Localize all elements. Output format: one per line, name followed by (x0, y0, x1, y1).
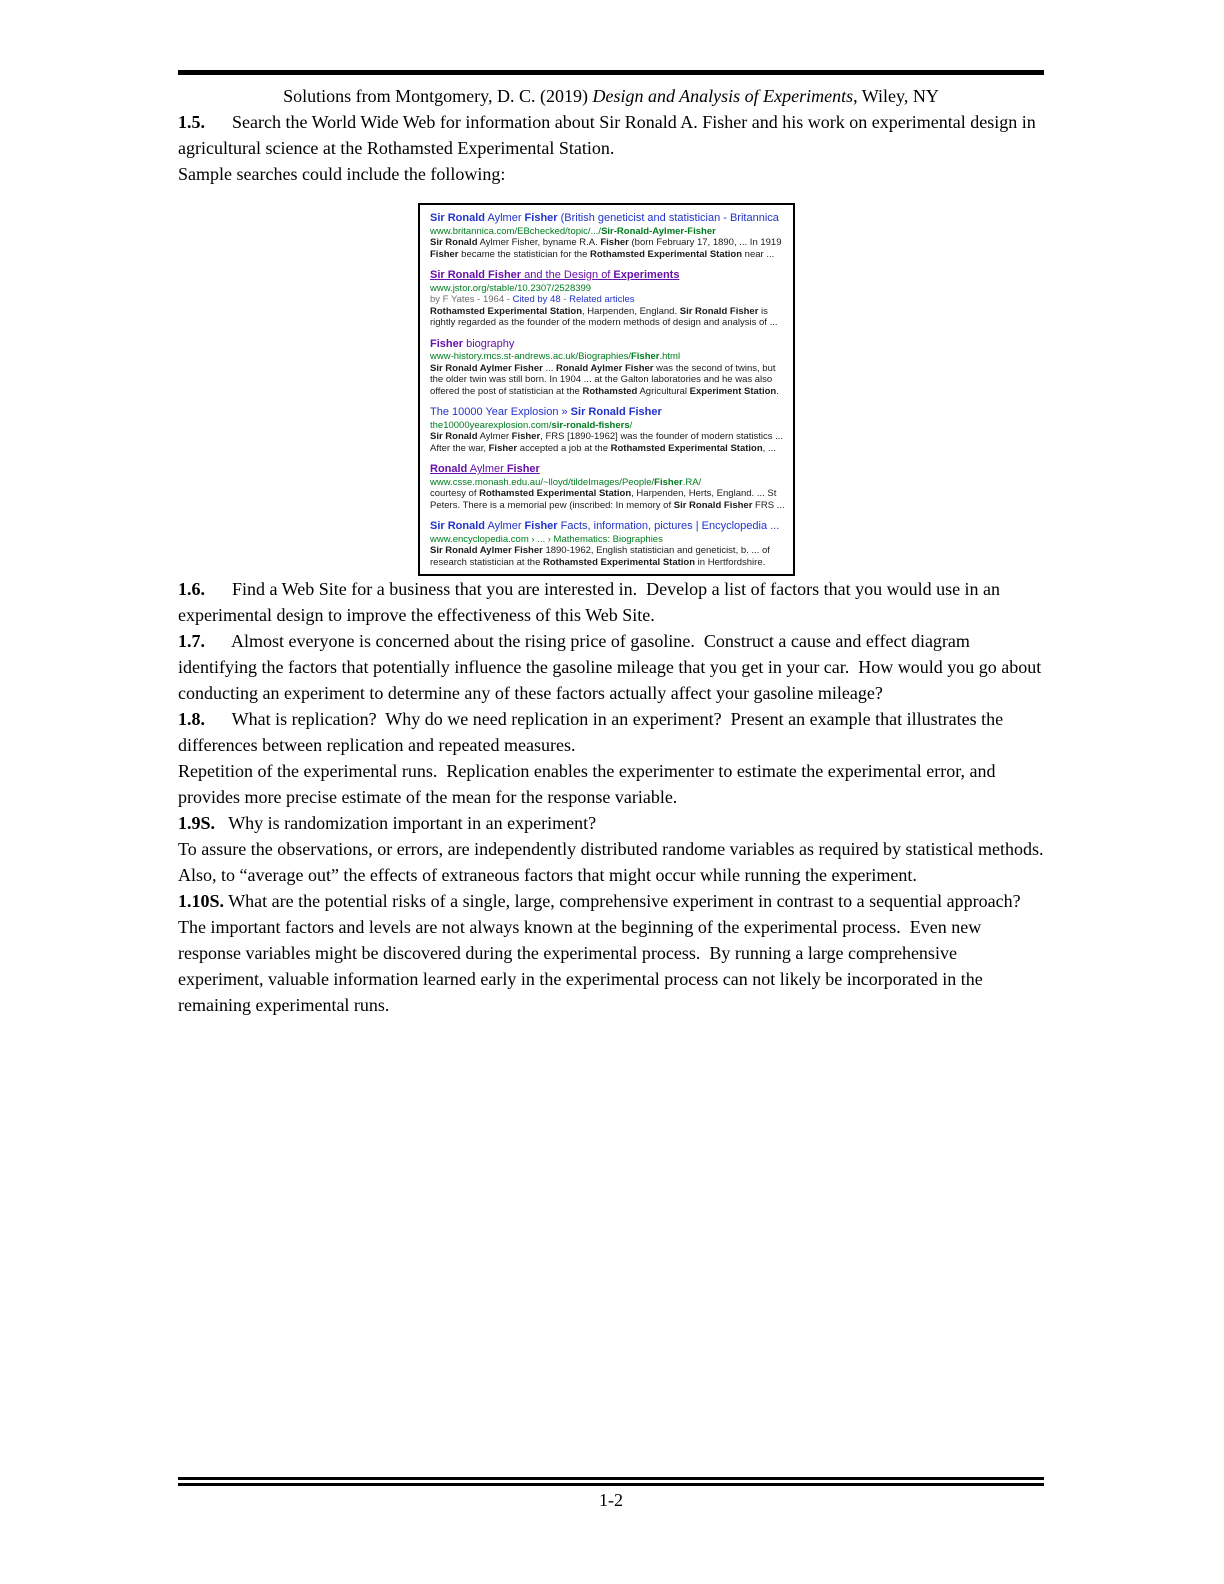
page-footer (178, 1477, 1044, 1512)
search-result-title: Sir Ronald Aylmer Fisher Facts, information, pictures | Encyclopedia ... (430, 520, 780, 532)
search-result (430, 406, 785, 454)
search-result-title: Sir Ronald Fisher and the Design of Experiments (430, 269, 680, 281)
footer-rule (178, 1477, 1044, 1486)
search-results-list (430, 212, 785, 568)
search-result (430, 338, 785, 398)
search-result-title: Fisher biography (430, 337, 515, 350)
problem-1-7: 1.7. Almost everyone is concerned about the rising price of gasoline. Construct a cause and effect diagram identifying the factors that potentially influence the gasoline mileage that you get in your car. How would you go about conducting an experiment to determine any of these factors actually affect your gasoline mileage? (178, 631, 1046, 703)
search-result-title: Ronald Aylmer Fisher (430, 463, 540, 475)
search-result-url: www-history.mcs.st-andrews.ac.uk/Biographies/Fisher.html (430, 351, 681, 362)
header-rule (178, 70, 1044, 75)
problem-1-9s: 1.9S. Why is randomization important in an experiment? (178, 813, 597, 833)
search-result-byline: by F Yates - 1964 - Cited by 48 - Related articles (430, 294, 635, 305)
search-result-snippet: Sir Ronald Aylmer Fisher, FRS [1890-1962] was the founder of modern statistics ... After the war, Fisher accepted a job at the Rothamsted Experimental Station, ... (430, 431, 784, 454)
search-result-url: www.encyclopedia.com › ... › Mathematics: Biographies (430, 533, 663, 545)
search-result-snippet: courtesy of Rothamsted Experimental Station, Harpenden, Herts, England. ... St Peters. There is a memorial pew (inscribed: In memory of Sir Ronald Fisher FRS ... (430, 488, 785, 511)
search-result-snippet: Sir Ronald Aylmer Fisher 1890-1962, English statistician and geneticist, b. ... of research statistician at the Rothamsted Experimental Station in Hertfordshire. (430, 545, 770, 568)
header-title: Solutions from Montgomery, D. C. (2019) Design and Analysis of Experiments, Wiley, NY (283, 86, 939, 106)
search-result (430, 212, 785, 260)
page-number: 1-2 (599, 1490, 623, 1510)
page-content (178, 0, 1057, 1018)
search-result-snippet: Rothamsted Experimental Station, Harpenden, England. Sir Ronald Fisher is rightly regarded as the founder of the modern methods of design and analysis of ... (430, 305, 778, 328)
problem-1-5: 1.5. Search the World Wide Web for information about Sir Ronald A. Fisher and his work on experimental design in agricultural science at the Rothamsted Experimental Station. (178, 112, 1041, 158)
problem-1-8: 1.8. What is replication? Why do we need replication in an experiment? Present an example that illustrates the differences between replication and repeated measures. (178, 709, 1008, 755)
problem-1-6: 1.6. Find a Web Site for a business that you are interested in. Develop a list of factors that you would use in an experimental design to improve the effectiveness of this Web Site. (178, 579, 1005, 625)
answer-1-10s: The important factors and levels are not always known at the beginning of the experimental process. Even new response variables might be discovered during the experimental process. By running a large comprehensive experiment, valuable information learned early in the experimental process can not likely be incorporated in the remaining experimental runs. (178, 917, 988, 1015)
problem-1-10s: 1.10S. What are the potential risks of a single, large, comprehensive experiment in contrast to a sequential approach? (178, 891, 1021, 911)
search-result (430, 520, 785, 568)
search-results-screenshot (418, 203, 795, 576)
search-result-title: Sir Ronald Aylmer Fisher (British geneticist and statistician - Britannica (430, 212, 779, 224)
search-result (430, 463, 785, 511)
sample-searches-line: Sample searches could include the following: (178, 164, 506, 184)
search-result-url: www.csse.monash.edu.au/~lloyd/tildeImages/People/Fisher.RA/ (430, 476, 702, 488)
search-result-url: www.jstor.org/stable/10.2307/2528399 (430, 282, 592, 294)
search-result-title: The 10000 Year Explosion » Sir Ronald Fisher (430, 406, 662, 418)
search-result-snippet: Sir Ronald Aylmer Fisher ... Ronald Aylmer Fisher was the second of twins, but the older twin was still born. In 1904 ... at the Galton laboratories and he was also offered the post of statistician at the Rothamsted Agricultural Experiment Station. (430, 362, 779, 397)
search-result-snippet: Sir Ronald Aylmer Fisher, byname R.A. Fisher (born February 17, 1890, ... In 1919 Fisher became the statistician for the Rothamsted Experimental Station near ... (430, 237, 782, 260)
search-result (430, 269, 785, 329)
answer-1-8: Repetition of the experimental runs. Replication enables the experimenter to estimate the experimental error, and provides more precise estimate of the mean for the response variable. (178, 761, 1000, 807)
search-result-url: www.britannica.com/EBchecked/topic/.../Sir-Ronald-Aylmer-Fisher (430, 225, 716, 237)
answer-1-9s: To assure the observations, or errors, are independently distributed randome variables as required by statistical methods. Also, to “average out” the effects of extraneous factors that might occur while running the experiment. (178, 839, 1057, 885)
search-result-url: the10000yearexplosion.com/sir-ronald-fishers/ (430, 419, 633, 431)
